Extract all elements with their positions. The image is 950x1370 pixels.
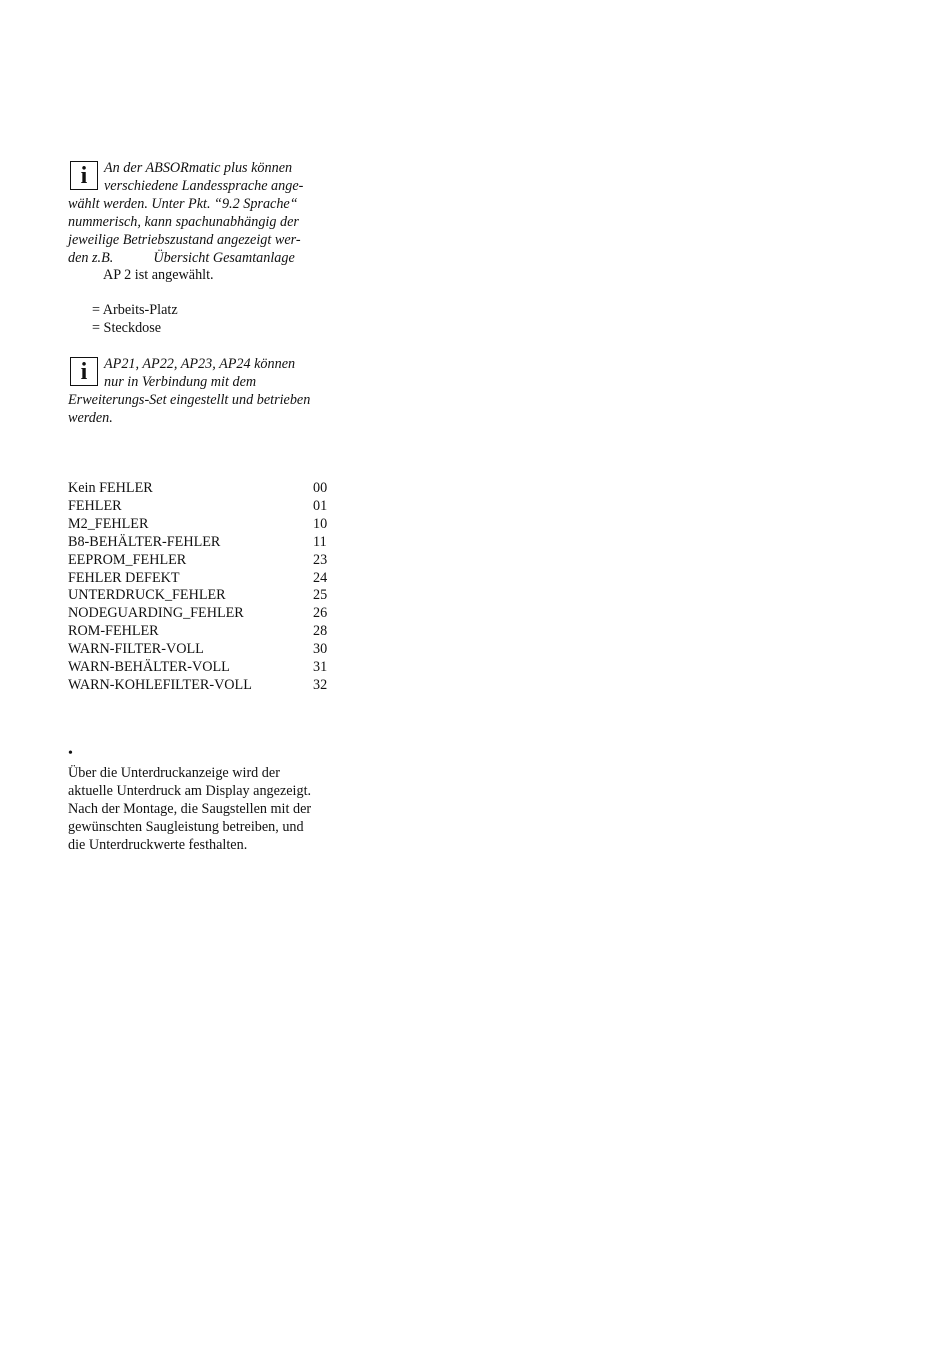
error-code: 10 — [313, 515, 328, 532]
error-code: 25 — [313, 587, 328, 604]
legend-steckdose: = Steckdose — [92, 320, 162, 336]
table-row — [68, 587, 343, 605]
table-row — [68, 570, 343, 588]
ap-selected-text: AP 2 ist angewählt. — [103, 267, 214, 283]
error-name: EEPROM_FEHLER — [68, 551, 187, 568]
bullet: • — [68, 746, 73, 761]
error-name: Kein FEHLER — [68, 480, 153, 496]
info-icon: i — [70, 357, 98, 386]
error-name: UNTERDRUCK_FEHLER — [68, 587, 226, 604]
error-name: ROM-FEHLER — [68, 623, 159, 640]
info-note-expansion — [68, 356, 336, 428]
info-icon: i — [70, 161, 98, 190]
info-note-language — [68, 160, 336, 267]
table-row — [68, 677, 343, 695]
vacuum-display-paragraph: Über die Unterdruckanzeige wird der aktuelle Unterdruck am Display angezeigt. Nach der Montage, die Saugstellen mit der gewünschten Saugleistung betreiben, und die Unterdruckwerte festhalten. — [68, 765, 312, 853]
table-row — [68, 534, 343, 552]
error-name: B8-BEHÄLTER-FEHLER — [68, 533, 221, 550]
table-row — [68, 516, 343, 534]
table-row — [68, 641, 343, 659]
error-code: 00 — [313, 480, 328, 496]
error-name: WARN-BEHÄLTER-VOLL — [68, 659, 230, 676]
error-name: M2_FEHLER — [68, 515, 149, 532]
error-code: 31 — [313, 659, 328, 676]
error-code: 24 — [313, 569, 328, 586]
error-name: FEHLER DEFEKT — [68, 569, 180, 586]
error-code-table — [68, 480, 343, 695]
error-code: 26 — [313, 605, 328, 622]
error-name: FEHLER — [68, 497, 122, 514]
table-row — [68, 498, 343, 516]
table-row — [68, 623, 343, 641]
info-note-expansion-text: AP21, AP22, AP23, AP24 können nur in Verbindung mit dem Erweiterungs-Set eingestellt und betrieben werden. — [68, 356, 311, 426]
table-row — [68, 480, 343, 498]
error-code: 30 — [313, 641, 328, 658]
error-code: 23 — [313, 551, 328, 568]
error-name: WARN-KOHLEFILTER-VOLL — [68, 676, 252, 693]
legend-arbeits-platz: = Arbeits-Platz — [92, 302, 178, 318]
error-code: 32 — [313, 676, 328, 693]
error-code: 11 — [313, 533, 327, 550]
error-code: 01 — [313, 497, 328, 514]
error-code: 28 — [313, 623, 328, 640]
error-name: WARN-FILTER-VOLL — [68, 641, 204, 658]
error-name: NODEGUARDING_FEHLER — [68, 605, 244, 622]
table-row — [68, 605, 343, 623]
table-row — [68, 552, 343, 570]
info-note-language-text: An der ABSORmatic plus können verschiedene Landessprache ange- wählt werden. Unter Pkt. “9.2 Sprache“ nummerisch, kann spachunabhängig der jeweilige Betriebszustand angezeigt wer- den z.B. Übersicht Gesamtanlage — [68, 160, 304, 266]
table-row — [68, 659, 343, 677]
